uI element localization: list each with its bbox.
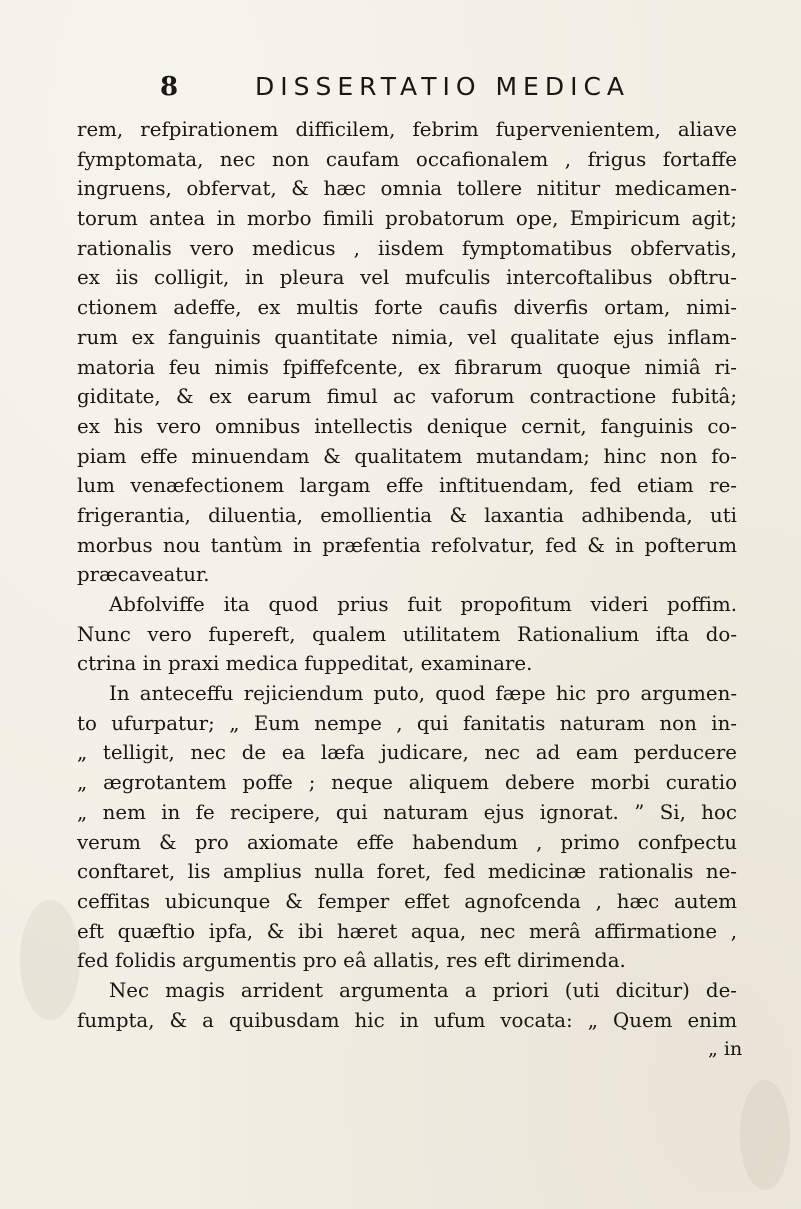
text-line: ingruens, obfervat, & hæc omnia tollere nititur medicamen-: [77, 177, 737, 201]
text-line: matoria feu nimis fpiffefcente, ex fibrarum quoque nimiâ ri-: [77, 355, 737, 379]
text-line: fumpta, & a quibusdam hic in ufum vocata: „ Quem enim: [77, 1008, 737, 1032]
text-line: fed folidis argumentis pro eâ allatis, res eft dirimenda.: [77, 949, 626, 973]
text-line: giditate, & ex earum fimul ac vaforum contractione fubitâ;: [77, 385, 737, 409]
text-line: lum venæfectionem largam effe inftituendam, fed etiam re-: [77, 474, 737, 498]
text-line: ex iis colligit, in pleura vel mufculis intercoftalibus obftru-: [77, 266, 737, 290]
text-line: verum & pro axiomate effe habendum , primo confpectu: [77, 830, 737, 854]
text-line: Abfolviffe ita quod prius fuit propofitum videri poffim.: [109, 593, 737, 616]
catchword: „ in: [708, 1038, 743, 1060]
text-line: ceffitas ubicunque & femper effet agnofcenda , hæc autem: [77, 889, 737, 913]
text-line: ctionem adeffe, ex multis forte caufis diverfis ortam, nimi-: [77, 296, 737, 320]
text-line: frigerantia, diluentia, emollientia & laxantia adhibenda, uti: [77, 503, 737, 527]
text-line: rem, refpirationem difficilem, febrim fupervenientem, aliave: [77, 118, 737, 141]
body-text: [77, 115, 737, 1035]
text-line: morbus nou tantùm in præfentia refolvatur, fed & in pofterum: [77, 533, 737, 557]
paper-stain: [20, 900, 80, 1020]
text-line: torum antea in morbo fimili probatorum ope, Empiricum agit;: [77, 207, 737, 231]
text-line: „ ægrotantem poffe ; neque aliquem debere morbi curatio: [77, 771, 737, 795]
text-line: rationalis vero medicus , iisdem fymptomatibus obfervatis,: [77, 236, 737, 260]
text-line: eft quæftio ipfa, & ibi hæret aqua, nec merâ affirmatione ,: [77, 919, 737, 943]
text-line: Nunc vero fupereft, qualem utilitatem Rationalium ifta do-: [77, 622, 737, 646]
text-line: „ nem in fe recipere, qui naturam ejus ignorat. ” Si, hoc: [77, 800, 737, 824]
text-line: Nec magis arrident argumenta a priori (uti dicitur) de-: [109, 978, 737, 1002]
text-line: to ufurpatur; „ Eum nempe , qui fanitatis naturam non in-: [77, 711, 737, 735]
page-number: 8: [160, 72, 180, 102]
text-line: „ telligit, nec de ea læfa judicare, nec ad eam perducere: [77, 741, 737, 765]
running-title: DISSERTATIO MEDICA: [255, 72, 631, 101]
text-line: ctrina in praxi medica fuppeditat, examinare.: [77, 652, 533, 676]
text-line: In anteceffu rejiciendum puto, quod fæpe hic pro argumen-: [109, 682, 737, 706]
text-line: ex his vero omnibus intellectis denique cernit, fanguinis co-: [77, 414, 737, 438]
text-line: fymptomata, nec non caufam occafionalem , frigus fortaffe: [77, 147, 737, 171]
text-line: præcaveatur.: [77, 563, 210, 587]
text-line: conftaret, lis amplius nulla foret, fed medicinæ rationalis ne-: [77, 860, 737, 884]
text-line: piam effe minuendam & qualitatem mutandam; hinc non fo-: [77, 444, 737, 468]
text-line: rum ex fanguinis quantitate nimia, vel qualitate ejus inflam-: [77, 325, 737, 349]
paper-stain: [740, 1080, 790, 1190]
page-header: [0, 72, 801, 112]
